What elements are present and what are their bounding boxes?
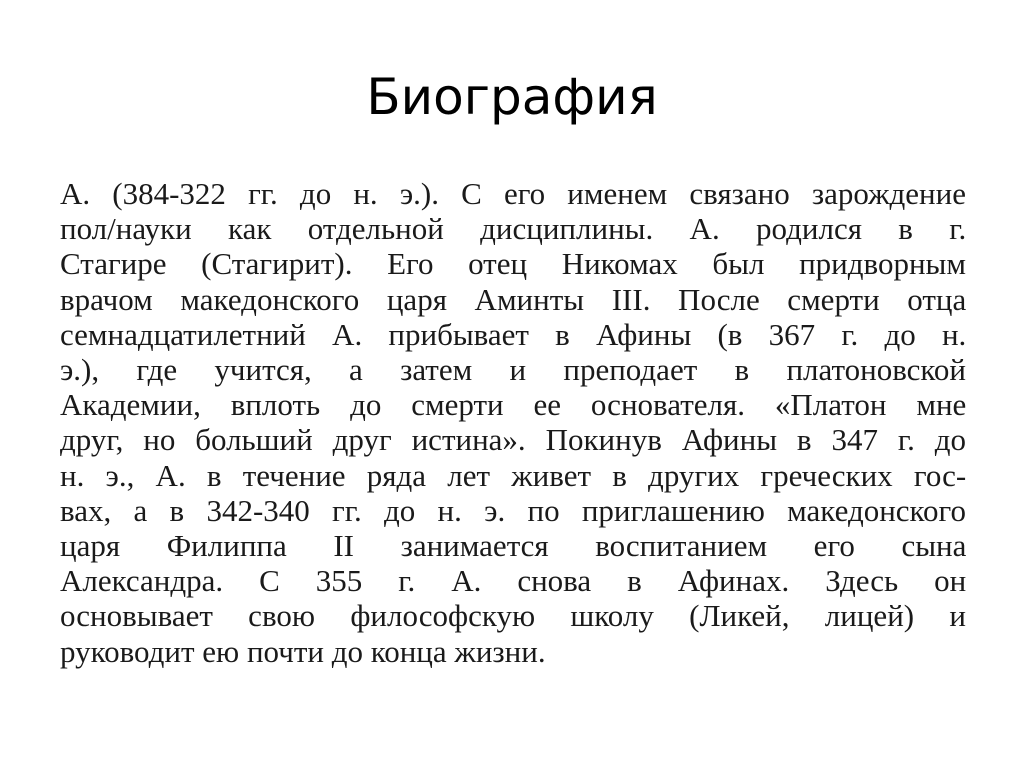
text-line: Александра. С 355 г. А. снова в Афинах. Здесь он	[60, 563, 967, 599]
text-line: Стагире (Стагирит). Его отец Никомах был придворным	[60, 246, 966, 282]
text-line: друг, но больший друг истина». Покинув Афины в 347 г. до	[60, 422, 966, 458]
text-line: царя Филиппа II занимается воспитанием его сына	[60, 528, 967, 564]
text-line: руководит ею почти до конца жизни.	[60, 633, 546, 669]
text-line: Академии, вплоть до смерти ее основателя. «Платон мне	[60, 387, 967, 423]
text-line: семнадцатилетний А. прибывает в Афины (в 367 г. до н.	[60, 316, 967, 352]
text-line: пол/науки как отдельной дисциплины. А. родился в г.	[60, 211, 967, 247]
text-line: э.), где учится, а затем и преподает в платоновской	[60, 352, 966, 388]
text-line: основывает свою философскую школу (Ликей, лицей) и	[60, 598, 966, 634]
text-line: вах, а в 342-340 гг. до н. э. по приглашению македонского	[60, 492, 966, 528]
text-line: А. (384-322 гг. до н. э.). С его именем связано зарождение	[60, 176, 966, 211]
text-line: н. э., А. в течение ряда лет живет в других греческих гос-	[60, 457, 967, 493]
biography-text	[60, 176, 966, 669]
slide-title: Биография	[366, 68, 658, 126]
text-line: врачом македонского царя Аминты III. После смерти отца	[60, 281, 967, 317]
